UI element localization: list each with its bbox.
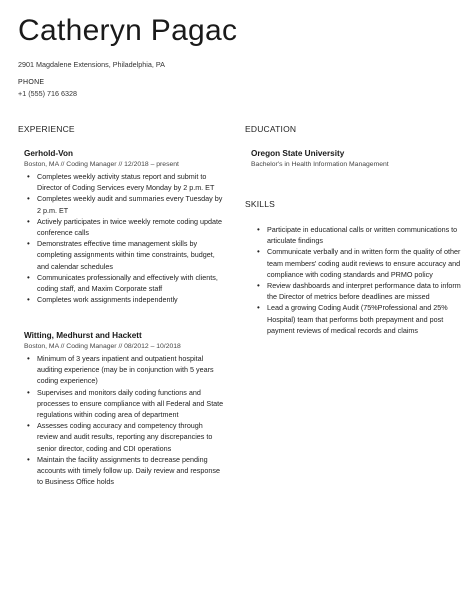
job-meta: Boston, MA // Coding Manager // 12/2018 – present bbox=[24, 161, 179, 168]
skills-list bbox=[254, 224, 469, 336]
list-item: • Minimum of 3 years inpatient and outpatient hospital auditing experience (may be in conjunction with 5 years coding experience) bbox=[24, 353, 224, 387]
job-entry bbox=[24, 149, 224, 305]
job-meta: Boston, MA // Coding Manager // 08/2012 – 10/2018 bbox=[24, 343, 181, 350]
list-item: • Lead a growing Coding Audit (75%Professional and 25% Hospital) team that performs both prepayment and post payment reviews of medical records and claims bbox=[254, 302, 469, 336]
list-item: • Completes work assignments independently bbox=[24, 294, 224, 305]
phone-label: PHONE bbox=[18, 79, 45, 86]
list-item: • Completes weekly activity status report and submit to Director of Coding Services every Monday by 2 p.m. ET bbox=[24, 171, 224, 193]
school-name: Oregon State University bbox=[251, 149, 345, 158]
job-bullets bbox=[24, 171, 224, 305]
candidate-name: Catheryn Pagac bbox=[18, 14, 238, 47]
company-name: Witting, Medhurst and Hackett bbox=[24, 331, 142, 340]
job-bullets bbox=[24, 353, 224, 487]
list-item: • Communicate verbally and in written form the quality of other team members' coding audit reviews to ensure accuracy and compliance with coding standards and PRMO policy bbox=[254, 246, 469, 280]
company-name: Gerhold-Von bbox=[24, 149, 73, 158]
list-item: • Assesses coding accuracy and competency through review and audit results, reporting any discrepancies to senior director, coding and CDI operations bbox=[24, 420, 224, 454]
skills-heading: SKILLS bbox=[245, 199, 276, 209]
list-item: • Participate in educational calls or written communications to articulate findings bbox=[254, 224, 469, 246]
list-item: • Demonstrates effective time management skills by completing assignments within time constraints, budget, and calendar schedules bbox=[24, 238, 224, 272]
list-item: • Review dashboards and interpret performance data to inform the Director of metrics before deadlines are missed bbox=[254, 280, 469, 302]
experience-heading: EXPERIENCE bbox=[18, 124, 75, 134]
job-entry bbox=[24, 331, 224, 487]
degree: Bachelor's in Health Information Management bbox=[251, 161, 389, 168]
education-heading: EDUCATION bbox=[245, 124, 297, 134]
list-item: • Supervises and monitors daily coding functions and processes to ensure compliance with all Federal and State regulations within coding area of department bbox=[24, 387, 224, 421]
phone-number: +1 (555) 716 6328 bbox=[18, 89, 77, 98]
education-entry bbox=[251, 149, 461, 168]
list-item: • Communicates professionally and effectively with clients, coding staff, and Maxim Corporate staff bbox=[24, 272, 224, 294]
list-item: • Completes weekly audit and summaries every Tuesday by 2 p.m. ET bbox=[24, 193, 224, 215]
list-item: • Actively participates in twice weekly remote coding update conference calls bbox=[24, 216, 224, 238]
list-item: • Maintain the facility assignments to decrease pending accounts with timely follow up. Daily review and response to Business Office holds bbox=[24, 454, 224, 488]
address: 2901 Magdalene Extensions, Philadelphia, PA bbox=[18, 60, 165, 69]
